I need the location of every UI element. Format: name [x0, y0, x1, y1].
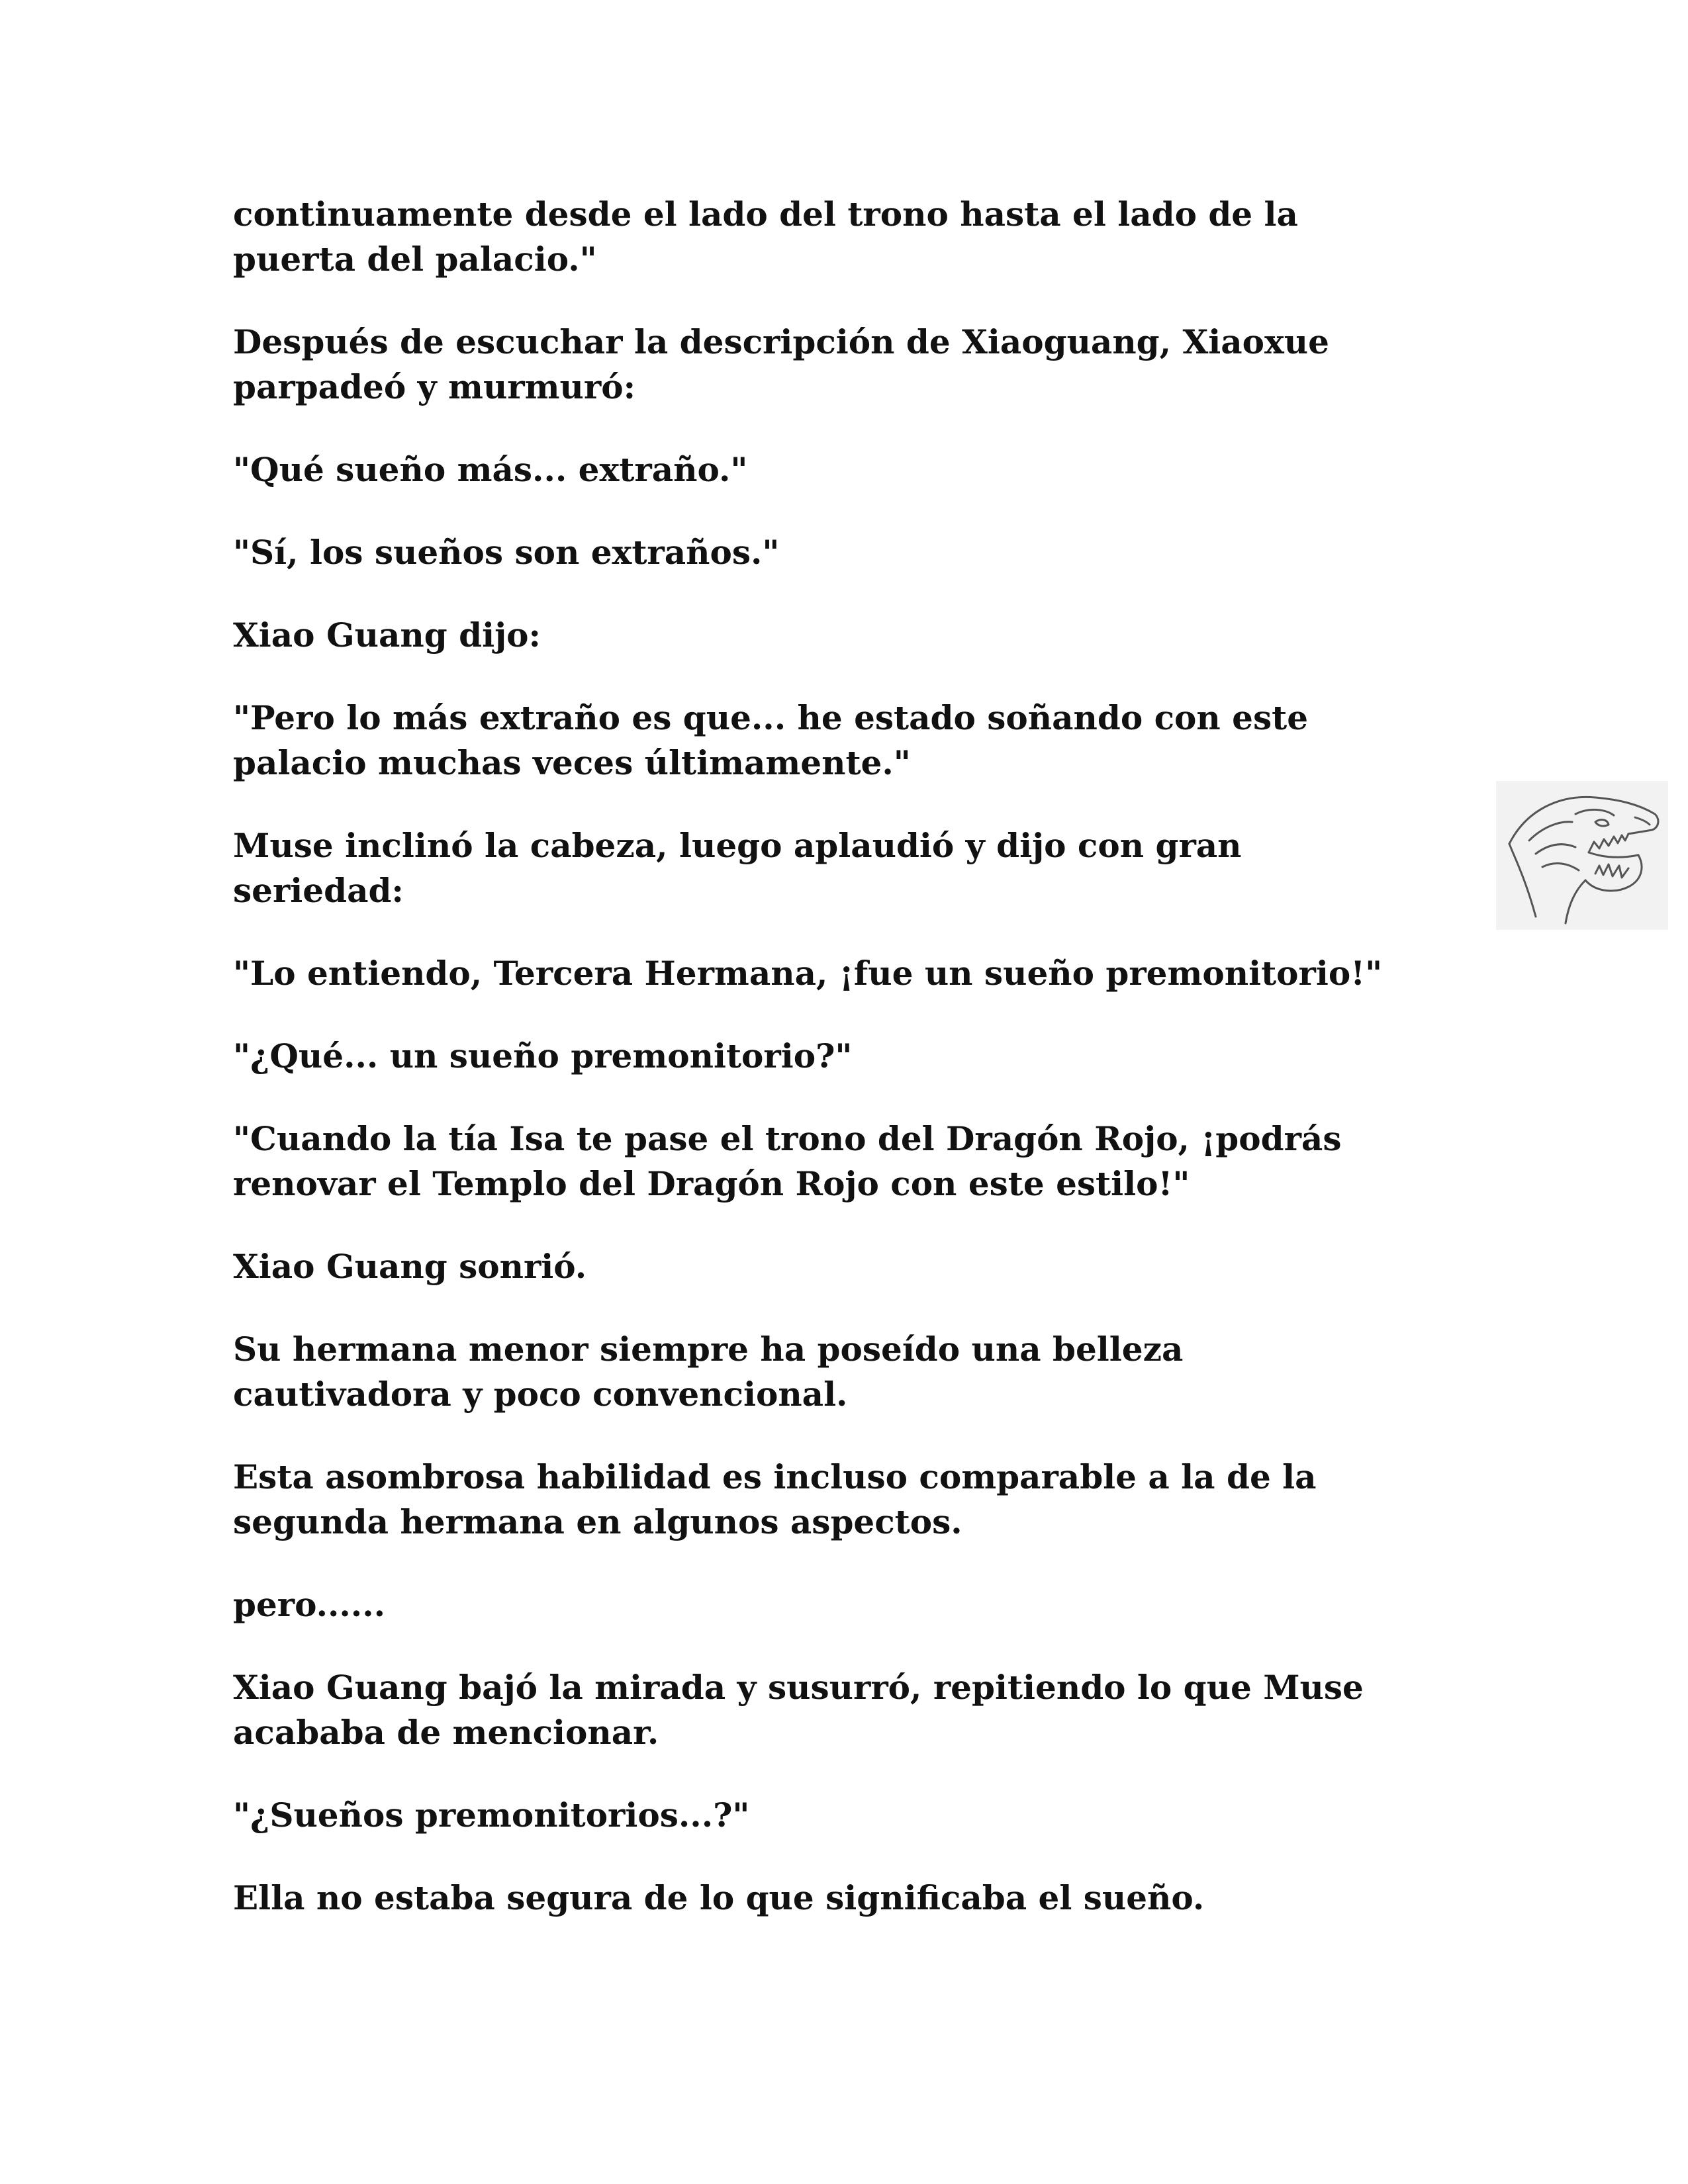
paragraph: Xiao Guang sonrió.: [233, 1247, 587, 1286]
paragraph: Su hermana menor siempre ha poseído una belleza cautivadora y poco convencional.: [233, 1330, 1184, 1414]
paragraph: Muse inclinó la cabeza, luego aplaudió y dijo con gran seriedad:: [233, 826, 1242, 910]
paragraph: "Sí, los sueños son extraños.": [233, 533, 780, 572]
paragraph: "Qué sueño más... extraño.": [233, 450, 748, 489]
paragraph: "Pero lo más extraño es que... he estado soñando con este palacio muchas veces últimamente.": [233, 698, 1308, 782]
paragraph: pero......: [233, 1585, 386, 1624]
paragraph: Después de escuchar la descripción de Xiaoguang, Xiaoxue parpadeó y murmuró:: [233, 322, 1329, 406]
paragraph: "¿Qué... un sueño premonitorio?": [233, 1036, 853, 1075]
paragraph: Xiao Guang bajó la mirada y susurró, repitiendo lo que Muse acababa de mencionar.: [233, 1668, 1364, 1752]
paragraph: "Lo entiendo, Tercera Hermana, ¡fue un sueño premonitorio!": [233, 954, 1383, 993]
paragraph: Ella no estaba segura de lo que significaba el sueño.: [233, 1878, 1205, 1917]
body-text: [233, 192, 1438, 1958]
dinosaur-head-sketch-icon: [1496, 781, 1668, 930]
paragraph: Esta asombrosa habilidad es incluso comparable a la de la segunda hermana en algunos aspectos.: [233, 1457, 1317, 1541]
paragraph: "Cuando la tía Isa te pase el trono del Dragón Rojo, ¡podrás renovar el Templo del Dragón Rojo con este estilo!": [233, 1119, 1342, 1203]
paragraph: continuamente desde el lado del trono hasta el lado de la puerta del palacio.": [233, 195, 1298, 279]
paragraph: Xiao Guang dijo:: [233, 615, 541, 655]
paragraph: "¿Sueños premonitorios...?": [233, 1796, 750, 1835]
